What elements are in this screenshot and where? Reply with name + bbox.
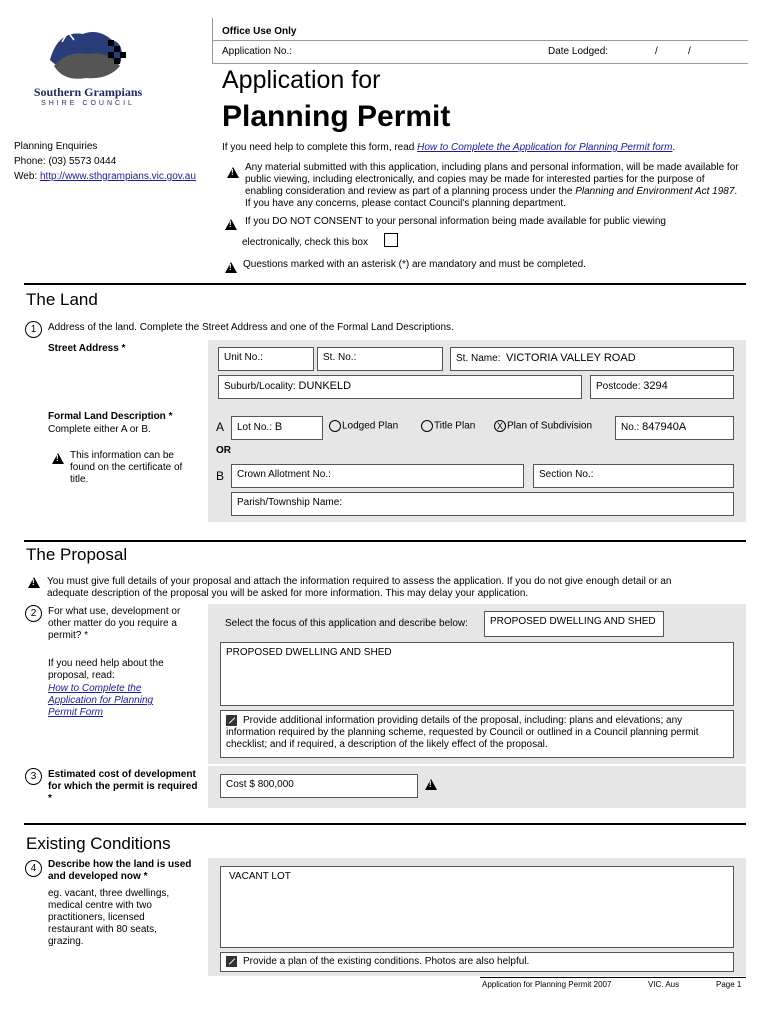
council-logo [28, 20, 148, 110]
existing-conditions-value: VACANT LOT [229, 871, 291, 882]
focus-select[interactable] [484, 611, 664, 637]
consent-line-2: electronically, check this box [242, 237, 368, 248]
parish-field[interactable] [231, 492, 734, 516]
radio-plan-of-subdivision[interactable] [494, 420, 592, 432]
postcode-value: 3294 [643, 380, 668, 392]
focus-select-value: PROPOSED DWELLING AND SHED [490, 616, 656, 627]
footer-page: Page 1 [716, 980, 742, 989]
date-slash-1: / [655, 46, 658, 57]
street-address-label: Street Address * [48, 343, 126, 354]
title-plan-label: Title Plan [434, 420, 476, 432]
council-name: Southern Grampians [33, 85, 143, 99]
existing-plan-note [220, 952, 734, 972]
plan-no-value: 847940A [642, 421, 687, 433]
option-b-label: B [216, 469, 225, 483]
section-title-land: The Land [26, 290, 98, 309]
privacy-text-b: . If you have any concerns, please contact Council's planning department. [245, 186, 738, 209]
footer-jurisdiction: VIC. Aus [648, 980, 680, 989]
cost-field[interactable] [220, 774, 418, 798]
council-phone: Phone: (03) 5573 0444 [14, 156, 117, 167]
proposal-warning: You must give full details of your proposal and attach the information required to assess the application. If you do not give enough detail or an adequate description of the proposal you will be asked for more information. This may delay your application. [47, 576, 672, 599]
plan-subdivision-label: Plan of Subdivision [507, 420, 593, 432]
focus-label: Select the focus of this application and describe below: [225, 618, 468, 629]
help-prefix: If you need help to complete this form, read [222, 142, 418, 153]
unit-no-field[interactable] [218, 347, 314, 371]
option-a-label: A [216, 420, 225, 434]
section-title-proposal: The Proposal [26, 545, 128, 564]
parish-label: Parish/Township Name: [237, 497, 343, 508]
pencil-icon [226, 715, 237, 726]
footer-form-name: Application for Planning Permit 2007 [482, 980, 612, 989]
section-no-field[interactable] [533, 464, 734, 488]
question-4-example: eg. vacant, three dwellings, medical centre with two practitioners, licensed restaurant with 80 seats, grazing. [48, 888, 170, 947]
st-no-label: St. No.: [323, 352, 357, 363]
pencil-icon [226, 956, 237, 967]
suburb-field[interactable] [218, 375, 582, 399]
cost-value: 800,000 [257, 779, 294, 790]
warning-icon [52, 453, 64, 464]
section-no-label: Section No.: [539, 469, 594, 480]
question-number-3: 3 [25, 768, 42, 785]
help-suffix: . [672, 142, 676, 153]
or-label: OR [216, 445, 231, 456]
grampians-logo-graphic [28, 20, 148, 86]
help-link[interactable]: How to Complete the Application for Planning Permit form [417, 142, 673, 153]
postcode-label: Postcode: [596, 381, 641, 392]
proposal-description-field[interactable] [220, 642, 734, 706]
warning-icon [28, 577, 40, 588]
proposal-help-link[interactable]: How to Complete the Application for Planning Permit Form [48, 683, 154, 718]
privacy-act: Planning and Environment Act 1987 [575, 186, 735, 197]
cost-label: Cost $ [226, 779, 255, 790]
question-number-1: 1 [25, 321, 42, 338]
existing-conditions-field[interactable] [220, 866, 734, 948]
crown-allotment-label: Crown Allotment No.: [237, 469, 331, 480]
warning-icon [425, 779, 437, 790]
formal-land-label: Formal Land Description * [48, 411, 173, 422]
postcode-field[interactable] [590, 375, 734, 399]
question-3-text: Estimated cost of development for which the permit is required * [48, 769, 198, 804]
question-number-4: 4 [25, 860, 42, 877]
formal-land-sub: Complete either A or B. [48, 424, 151, 435]
question-number-2: 2 [25, 605, 42, 622]
proposal-description-value: PROPOSED DWELLING AND SHED [226, 647, 392, 658]
radio-title-plan[interactable] [421, 420, 475, 432]
unit-no-label: Unit No.: [224, 352, 263, 363]
formal-land-note: This information can be found on the certificate of title. [70, 450, 183, 485]
additional-info-note [220, 710, 734, 758]
application-no-label: Application No.: [222, 46, 293, 57]
plan-no-label: No.: [621, 422, 640, 433]
warning-icon [225, 219, 237, 230]
web-label: Web: [14, 171, 40, 182]
mandatory-note: Questions marked with an asterisk (*) are mandatory and must be completed. [243, 259, 586, 270]
st-no-field[interactable] [317, 347, 443, 371]
lot-no-field[interactable] [231, 416, 323, 440]
section-title-existing: Existing Conditions [26, 834, 171, 853]
question-4-text: Describe how the land is used and developed now * [48, 859, 192, 882]
warning-icon [225, 262, 237, 273]
additional-info-text: Provide additional information providing details of the proposal, including: plans and elevations; any information required by the planning scheme, requested by Council or outlined in a Council planning permit checklist; and if required, a description of the likely effect of the proposal. [226, 715, 699, 751]
council-subname: SHIRE COUNCIL [41, 100, 135, 107]
privacy-text-a: Any material submitted with this application, including plans and personal information, will be made available for public viewing, including electronically, and copies may be made for interested parties for the purpose of enabling consideration and review as part of a planning process under the [245, 162, 739, 197]
planning-enquiries: Planning Enquiries [14, 141, 98, 152]
date-slash-2: / [688, 46, 691, 57]
lot-no-label: Lot No.: [237, 422, 273, 433]
suburb-value: DUNKELD [298, 380, 352, 392]
question-2-text: For what use, development or other matter do you require a permit? * [48, 606, 181, 641]
st-name-field[interactable] [450, 347, 734, 371]
st-name-label: St. Name: [456, 353, 501, 364]
consent-line-1: If you DO NOT CONSENT to your personal information being made available for public viewing [245, 216, 666, 227]
plan-no-field[interactable] [615, 416, 734, 440]
council-web-link[interactable]: http://www.sthgrampians.vic.gov.au [39, 171, 196, 182]
proposal-help-intro: If you need help about the proposal, read: [48, 658, 164, 681]
help-line [222, 142, 675, 153]
st-name-value: VICTORIA VALLEY ROAD [506, 352, 636, 364]
council-web [14, 171, 196, 182]
title-line-1: Application for [222, 66, 381, 94]
crown-allotment-field[interactable] [231, 464, 524, 488]
radio-lodged-plan[interactable] [329, 420, 398, 432]
date-lodged-label: Date Lodged: [548, 46, 609, 57]
office-use-title: Office Use Only [222, 26, 297, 37]
lodged-plan-label: Lodged Plan [342, 420, 399, 432]
consent-checkbox[interactable] [384, 233, 398, 247]
radio-plan-of-subdivision-mark: X [494, 420, 506, 432]
suburb-label: Suburb/Locality: [224, 381, 296, 392]
existing-plan-note-text: Provide a plan of the existing conditions. Photos are also helpful. [243, 956, 530, 968]
title-line-2: Planning Permit [222, 100, 451, 133]
warning-icon [227, 167, 239, 178]
question-1-text: Address of the land. Complete the Street Address and one of the Formal Land Descriptions. [48, 322, 454, 333]
privacy-notice [245, 162, 745, 210]
lot-no-value: B [274, 421, 283, 433]
